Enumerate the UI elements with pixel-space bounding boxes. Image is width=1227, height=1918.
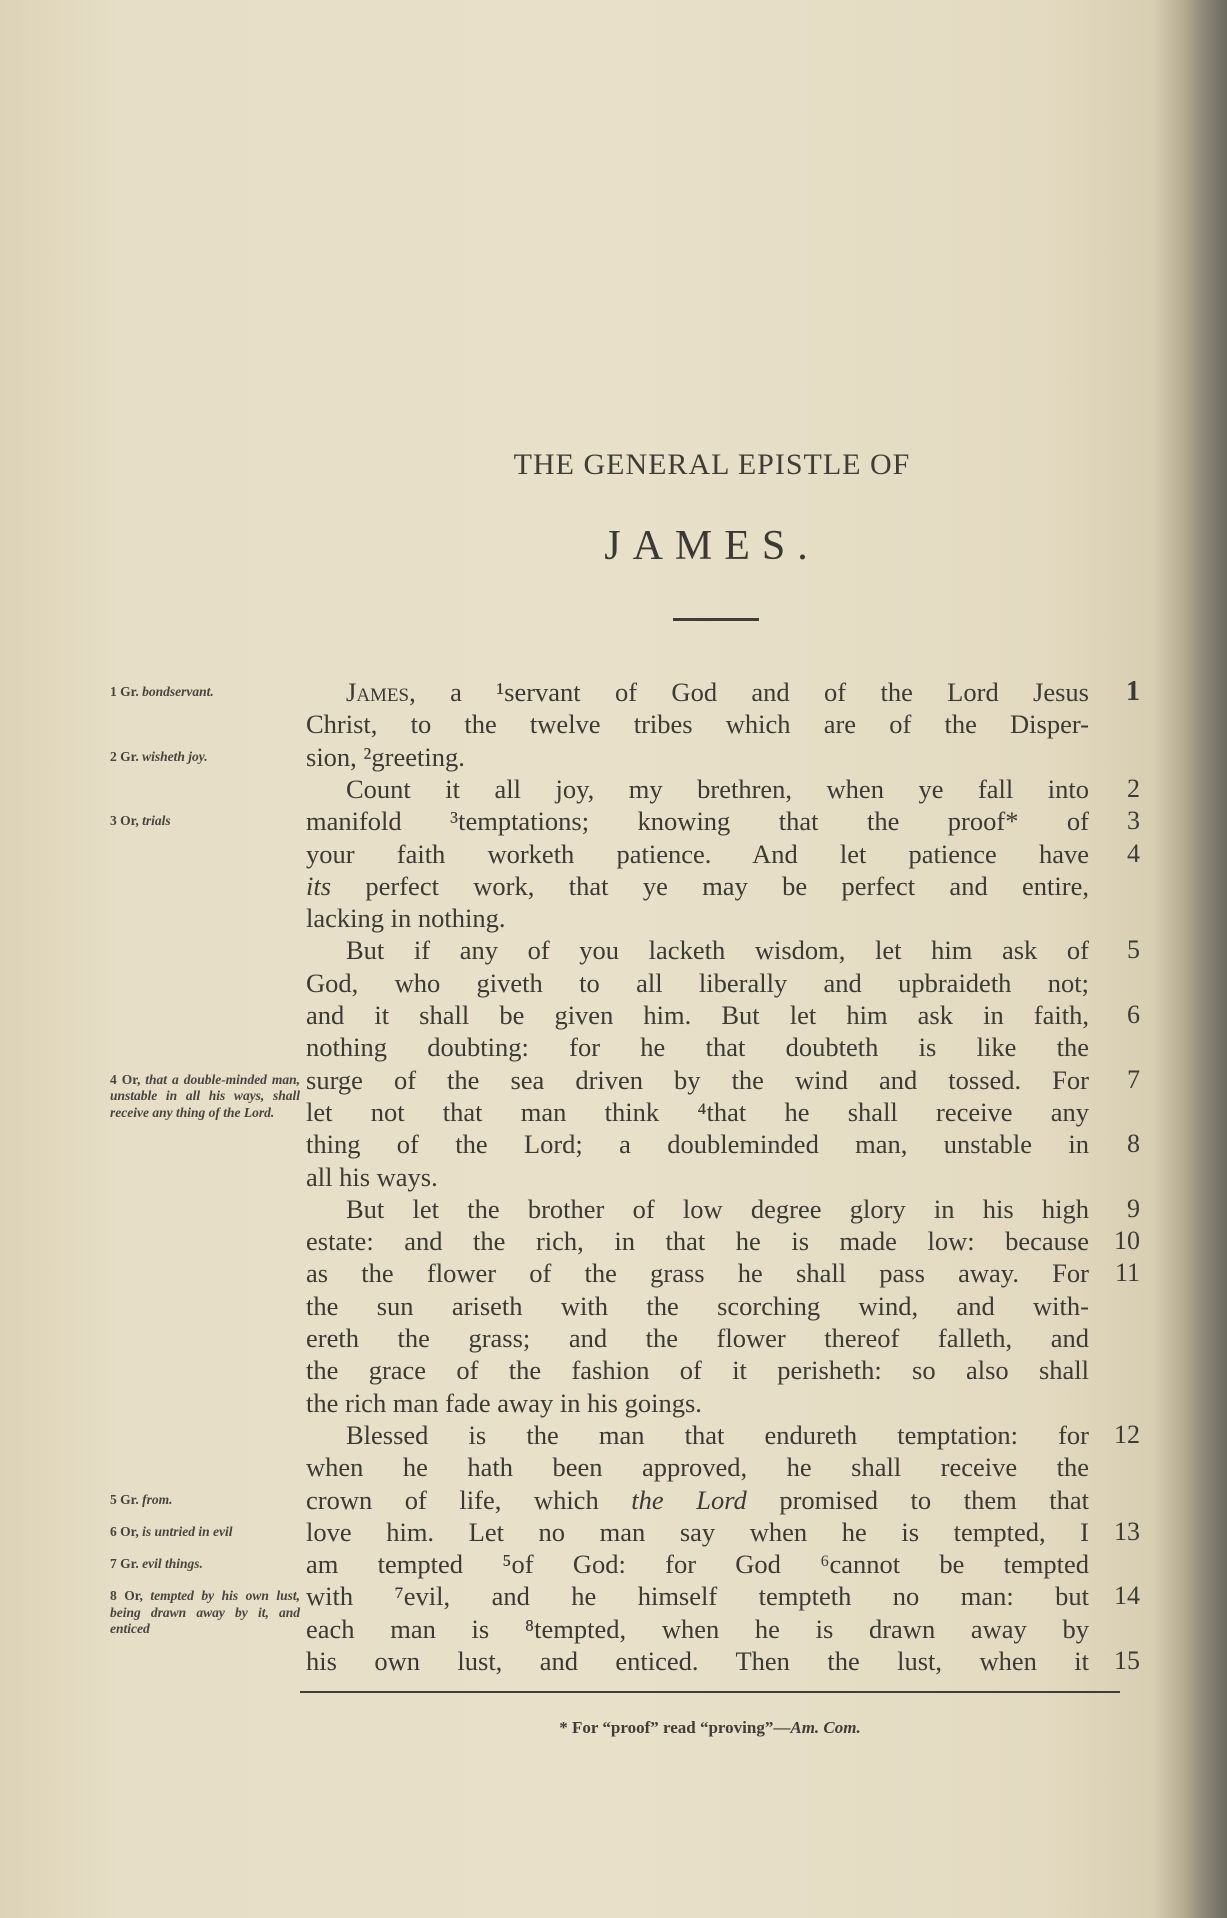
book-title: JAMES.	[604, 523, 820, 569]
verse-number: 11	[1114, 1258, 1140, 1288]
footnote-rule	[300, 1691, 1120, 1693]
note-it: that a double-minded man, unstable in all his ways, shall receive any thing of the Lord.	[110, 1071, 301, 1120]
text-segment: the sun ariseth with the scorching wind, and with-	[306, 1290, 1089, 1321]
text-line	[306, 1322, 1089, 1354]
note-num: 8	[110, 1588, 117, 1604]
text-segment: manifold ³temptations; knowing that the proof* of	[306, 806, 1089, 837]
text-line	[306, 1484, 1089, 1516]
text-segment: sion, ²greeting.	[306, 741, 465, 772]
note-pre: Or,	[121, 1071, 141, 1087]
text-segment: all his ways.	[306, 1161, 438, 1192]
title-rule	[673, 618, 759, 621]
note-pre: Gr.	[120, 748, 139, 764]
text-line	[306, 708, 1089, 740]
verse-number: 10	[1114, 1226, 1140, 1256]
text-line	[306, 1096, 1089, 1128]
note-pre: Or,	[120, 813, 139, 829]
text-segment: , a ¹servant of God and of the Lord Jesus	[409, 677, 1089, 707]
verse-number: 7	[1127, 1064, 1140, 1094]
note-it: is untried in evil	[142, 1523, 233, 1539]
text-line	[306, 1225, 1089, 1257]
verse-number: 5	[1127, 935, 1140, 965]
text-segment: Christ, to the twelve tribes which are of the Disper-	[306, 709, 1089, 740]
note-it: tempted by his own lust, being drawn away by it, and enticed	[110, 1588, 301, 1637]
text-line	[346, 676, 1089, 708]
text-segment: the Lord	[631, 1484, 747, 1515]
text-line	[306, 902, 1089, 934]
text-segment: each man is ⁸tempted, when he is drawn away by	[306, 1613, 1089, 1644]
note-pre: Gr.	[120, 1491, 139, 1507]
note-pre: Gr.	[120, 1556, 139, 1572]
text-segment: with ⁷evil, and he himself tempteth no man: but	[306, 1581, 1089, 1612]
text-line	[306, 838, 1089, 870]
verse-number: 15	[1114, 1646, 1140, 1675]
text-line	[306, 1580, 1089, 1612]
text-line	[306, 805, 1089, 837]
verse-number: 4	[1127, 838, 1140, 868]
marginal-note	[110, 1072, 300, 1122]
note-num: 3	[110, 813, 117, 829]
note-pre: Or,	[120, 1523, 139, 1539]
text-segment: promised to them that	[746, 1484, 1089, 1515]
text-line	[306, 870, 1089, 902]
text-line	[306, 1354, 1089, 1386]
text-segment: his own lust, and enticed. Then the lust, when it	[306, 1646, 1089, 1676]
text-segment: James	[346, 677, 410, 707]
note-it: wisheth joy.	[142, 748, 208, 764]
text-line	[306, 1257, 1089, 1289]
text-segment: But if any of you lacketh wisdom, let him ask of	[346, 935, 1089, 966]
text-segment: estate: and the rich, in that he is made low: because	[306, 1226, 1089, 1257]
note-it: bondservant.	[142, 684, 214, 699]
text-segment: am tempted ⁵of God: for God ⁶cannot be tempted	[306, 1549, 1089, 1580]
text-segment: But let the brother of low degree glory in his high	[346, 1193, 1089, 1224]
verse-number: 6	[1127, 1000, 1140, 1029]
verse-number: 3	[1127, 806, 1140, 836]
verse-number: 1	[1126, 676, 1140, 707]
verse-number: 14	[1114, 1581, 1140, 1611]
text-segment: its	[306, 870, 332, 901]
note-it: trials	[142, 813, 171, 829]
text-line	[306, 1451, 1089, 1483]
text-line	[306, 1161, 1089, 1193]
text-line	[306, 1064, 1089, 1096]
text-segment: and it shall be given him. But let him ask in faith,	[306, 1000, 1089, 1030]
text-line	[306, 1128, 1089, 1160]
marginal-note	[110, 1556, 300, 1573]
text-line	[306, 1031, 1089, 1063]
footnote-text: * For “proof” read “proving”—	[559, 1718, 791, 1737]
text-line	[306, 1548, 1089, 1580]
text-line	[306, 999, 1089, 1031]
verse-number: 13	[1114, 1516, 1140, 1546]
text-segment: your faith worketh patience. And let patience have	[306, 838, 1089, 869]
text-segment: the grace of the fashion of it perisheth: so also shall	[306, 1355, 1089, 1386]
text-segment: let not that man think ⁴that he shall receive any	[306, 1096, 1089, 1127]
text-segment: Blessed is the man that endureth temptation: for	[346, 1419, 1089, 1450]
note-num: 5	[110, 1491, 117, 1507]
text-segment: lacking in nothing.	[306, 903, 506, 934]
note-pre: Or,	[124, 1588, 143, 1604]
text-segment: when he hath been approved, he shall receive the	[306, 1452, 1089, 1483]
note-num: 6	[110, 1523, 117, 1539]
text-line	[306, 1613, 1089, 1645]
epistle-heading: THE GENERAL EPISTLE OF	[513, 448, 911, 481]
marginal-note	[110, 1588, 300, 1638]
text-line	[346, 773, 1089, 805]
marginal-note	[110, 684, 300, 701]
note-num: 1	[110, 684, 117, 699]
text-segment: as the flower of the grass he shall pass away. For	[306, 1258, 1089, 1289]
marginal-note	[110, 1492, 300, 1509]
text-line	[306, 1516, 1089, 1548]
verse-number: 9	[1127, 1193, 1140, 1223]
text-line	[346, 934, 1089, 966]
text-segment: nothing doubting: for he that doubteth is like the	[306, 1032, 1089, 1063]
footnote	[300, 1718, 1120, 1738]
note-num: 2	[110, 748, 117, 764]
text-line	[346, 1193, 1089, 1225]
note-num: 4	[110, 1071, 117, 1087]
footnote-source: Am. Com.	[790, 1718, 861, 1737]
text-line	[306, 1387, 1089, 1419]
verse-number: 2	[1127, 773, 1140, 803]
note-pre: Gr.	[120, 684, 139, 699]
marginal-note	[110, 1524, 300, 1541]
text-line	[306, 1290, 1089, 1322]
text-line	[306, 967, 1089, 999]
verse-number: 12	[1114, 1419, 1140, 1449]
text-line	[306, 1645, 1089, 1677]
text-segment: Count it all joy, my brethren, when ye fall into	[346, 773, 1089, 804]
text-segment: love him. Let no man say when he is tempted, I	[306, 1516, 1089, 1547]
marginal-note	[110, 749, 300, 766]
note-it: from.	[142, 1491, 173, 1507]
text-segment: God, who giveth to all liberally and upbraideth not;	[306, 967, 1089, 998]
text-segment: the rich man fade away in his goings.	[306, 1387, 702, 1418]
text-segment: ereth the grass; and the flower thereof falleth, and	[306, 1323, 1089, 1353]
text-line	[346, 1419, 1089, 1451]
marginal-note	[110, 813, 300, 830]
note-num: 7	[110, 1556, 117, 1572]
text-segment: perfect work, that ye may be perfect and entire,	[331, 870, 1089, 901]
text-segment: surge of the sea driven by the wind and tossed. For	[306, 1064, 1089, 1095]
text-line	[306, 741, 1089, 773]
text-segment: thing of the Lord; a doubleminded man, unstable in	[306, 1129, 1089, 1160]
note-it: evil things.	[142, 1556, 203, 1572]
text-segment: crown of life, which	[306, 1484, 632, 1515]
verse-number: 8	[1127, 1129, 1140, 1159]
